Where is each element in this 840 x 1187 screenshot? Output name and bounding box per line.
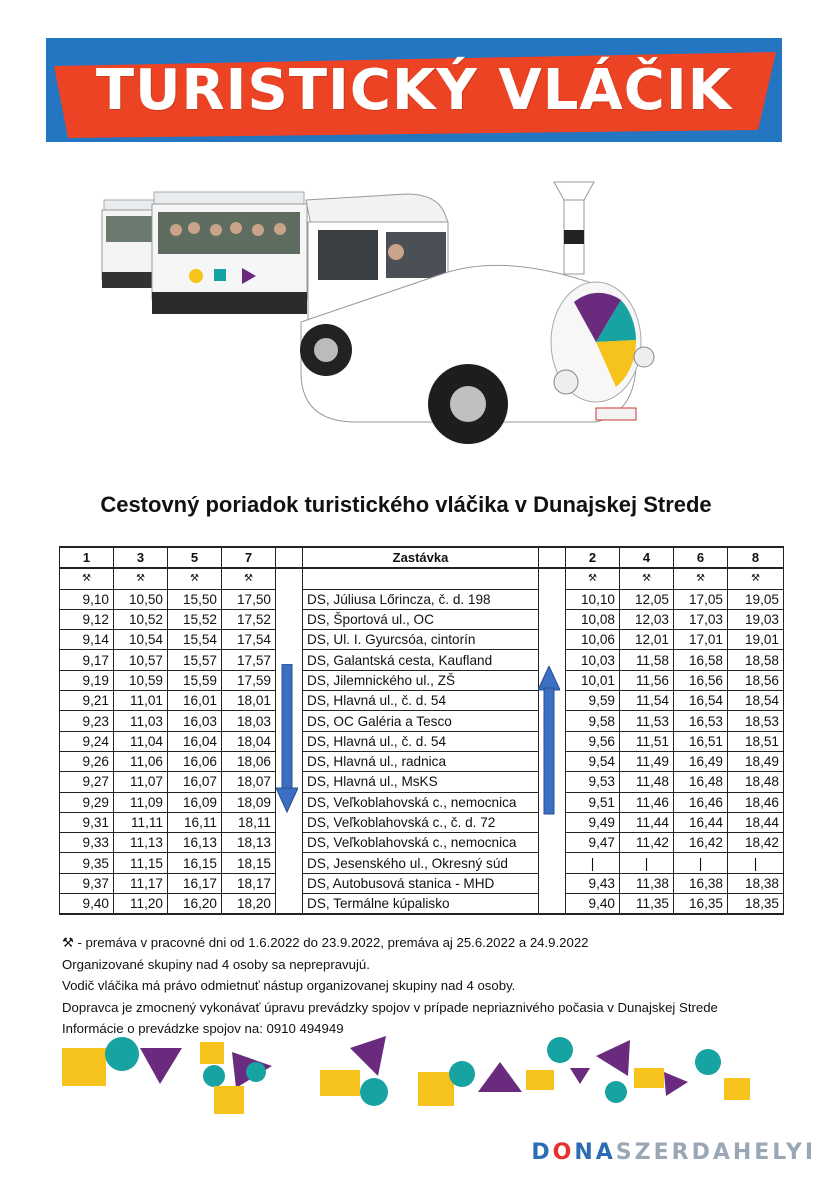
note-line: Informácie o prevádzke spojov na: 0910 494949: [62, 1021, 344, 1036]
departure-time: 10,08: [566, 609, 620, 629]
note-line: Vodič vláčika má právo odmietnuť nástup organizovanej skupiny nad 4 osoby.: [62, 978, 516, 993]
departure-time: 12,05: [620, 589, 674, 609]
stop-name: DS, Veľkoblahovská c., nemocnica: [303, 833, 539, 853]
arrow-cell: [276, 630, 303, 650]
departure-time: 18,54: [728, 691, 784, 711]
departure-time: 9,23: [60, 711, 114, 731]
departure-time: 9,40: [566, 894, 620, 915]
arrow-cell: [539, 589, 566, 609]
departure-time: 16,51: [674, 731, 728, 751]
departure-time: 17,50: [222, 589, 276, 609]
table-row: [60, 751, 784, 771]
note-line: ⚒ - premáva v pracovné dni od 1.6.2022 do 23.9.2022, premáva aj 25.6.2022 a 24.9.2022: [62, 935, 589, 950]
col-header: 3: [114, 547, 168, 568]
arrow-cell: [276, 589, 303, 609]
dunaszerdahelyi-logo: DONASZERDAHELYI: [531, 1140, 816, 1165]
departure-time: 16,38: [674, 873, 728, 893]
departure-time: 18,11: [222, 812, 276, 832]
table-row: [60, 630, 784, 650]
departure-time: 11,13: [114, 833, 168, 853]
departure-time: 15,54: [168, 630, 222, 650]
departure-time: 16,53: [674, 711, 728, 731]
notes: [62, 932, 802, 1040]
departure-time: 19,01: [728, 630, 784, 650]
departure-time: 16,54: [674, 691, 728, 711]
departure-time: 9,51: [566, 792, 620, 812]
arrow-cell: [276, 894, 303, 915]
departure-time: 9,59: [566, 691, 620, 711]
arrow-cell: [276, 812, 303, 832]
up-direction-arrow-icon: [538, 666, 560, 816]
table-row: [60, 812, 784, 832]
departure-time: 16,03: [168, 711, 222, 731]
table-row: [60, 833, 784, 853]
workday-symbol: ⚒: [674, 568, 728, 589]
arrow-cell: [539, 853, 566, 873]
departure-time: 17,57: [222, 650, 276, 670]
title-banner: [46, 38, 782, 142]
stop-name: DS, Hlavná ul., č. d. 54: [303, 691, 539, 711]
departure-time: 18,20: [222, 894, 276, 915]
departure-time: 18,03: [222, 711, 276, 731]
departure-time: 9,29: [60, 792, 114, 812]
arrow-col-header: [276, 547, 303, 568]
departure-time: 9,27: [60, 772, 114, 792]
departure-time: 16,11: [168, 812, 222, 832]
arrow-cell: [539, 833, 566, 853]
departure-time: 11,58: [620, 650, 674, 670]
symbol-row: [60, 568, 784, 589]
departure-time: 18,53: [728, 711, 784, 731]
departure-time: 11,06: [114, 751, 168, 771]
col-header: 7: [222, 547, 276, 568]
departure-time: 16,58: [674, 650, 728, 670]
departure-time: 10,57: [114, 650, 168, 670]
stop-name: DS, Galantská cesta, Kaufland: [303, 650, 539, 670]
stop-name: DS, Jilemnického ul., ZŠ: [303, 670, 539, 690]
col-header: 8: [728, 547, 784, 568]
workday-symbol: ⚒: [566, 568, 620, 589]
stop-name: DS, Športová ul., OC: [303, 609, 539, 629]
departure-time: 18,48: [728, 772, 784, 792]
decorative-shapes: [60, 1032, 780, 1116]
departure-time: 9,49: [566, 812, 620, 832]
departure-time: 9,10: [60, 589, 114, 609]
table-row: [60, 711, 784, 731]
arrow-cell: [276, 609, 303, 629]
departure-time: 9,56: [566, 731, 620, 751]
departure-time: 18,58: [728, 650, 784, 670]
departure-time: 15,57: [168, 650, 222, 670]
departure-time: 11,48: [620, 772, 674, 792]
arrow-cell: [539, 609, 566, 629]
departure-time: 19,03: [728, 609, 784, 629]
note-line: Dopravca je zmocnený vykonávať úpravu prevádzky spojov v prípade nepriaznivého počasia v Dunajskej Strede: [62, 999, 718, 1015]
arrow-cell: [276, 833, 303, 853]
departure-time: 11,07: [114, 772, 168, 792]
departure-time: |: [566, 853, 620, 873]
departure-time: 9,17: [60, 650, 114, 670]
stop-col-header: Zastávka: [303, 547, 539, 568]
departure-time: 10,59: [114, 670, 168, 690]
departure-time: 9,54: [566, 751, 620, 771]
departure-time: 9,47: [566, 833, 620, 853]
departure-time: 18,01: [222, 691, 276, 711]
departure-time: 16,04: [168, 731, 222, 751]
table-row: [60, 691, 784, 711]
departure-time: 11,42: [620, 833, 674, 853]
departure-time: 11,56: [620, 670, 674, 690]
departure-time: 11,49: [620, 751, 674, 771]
departure-time: 10,10: [566, 589, 620, 609]
departure-time: 16,01: [168, 691, 222, 711]
departure-time: 9,31: [60, 812, 114, 832]
departure-time: |: [728, 853, 784, 873]
departure-time: 11,54: [620, 691, 674, 711]
arrow-cell: [539, 630, 566, 650]
departure-time: 16,06: [168, 751, 222, 771]
departure-time: 9,24: [60, 731, 114, 751]
tourist-train-illustration: [96, 172, 676, 472]
departure-time: 10,06: [566, 630, 620, 650]
departure-time: 11,03: [114, 711, 168, 731]
note-line: Organizované skupiny nad 4 osoby sa neprepravujú.: [62, 956, 370, 972]
stop-name: DS, Veľkoblahovská c., č. d. 72: [303, 812, 539, 832]
departure-time: 18,51: [728, 731, 784, 751]
departure-time: 18,56: [728, 670, 784, 690]
departure-time: 16,20: [168, 894, 222, 915]
table-row: [60, 772, 784, 792]
departure-time: 16,07: [168, 772, 222, 792]
departure-time: 16,48: [674, 772, 728, 792]
departure-time: 9,53: [566, 772, 620, 792]
departure-time: 11,04: [114, 731, 168, 751]
departure-time: 11,20: [114, 894, 168, 915]
stop-name: DS, Autobusová stanica - MHD: [303, 873, 539, 893]
workday-symbol: ⚒: [114, 568, 168, 589]
arrow-cell: [539, 894, 566, 915]
departure-time: 10,03: [566, 650, 620, 670]
down-direction-arrow-icon: [276, 664, 298, 814]
workday-symbol: ⚒: [60, 568, 114, 589]
departure-time: 17,59: [222, 670, 276, 690]
stop-name: DS, Veľkoblahovská c., nemocnica: [303, 792, 539, 812]
departure-time: 9,33: [60, 833, 114, 853]
departure-time: 17,01: [674, 630, 728, 650]
departure-time: 10,54: [114, 630, 168, 650]
stop-name: DS, Júliusa Lőrincza, č. d. 198: [303, 589, 539, 609]
departure-time: 15,59: [168, 670, 222, 690]
workday-symbol: ⚒: [168, 568, 222, 589]
stop-name: DS, Jesenského ul., Okresný súd: [303, 853, 539, 873]
stop-name: DS, Hlavná ul., radnica: [303, 751, 539, 771]
workday-symbol: ⚒: [620, 568, 674, 589]
stop-name: DS, Hlavná ul., MsKS: [303, 772, 539, 792]
departure-time: 18,46: [728, 792, 784, 812]
departure-time: 11,17: [114, 873, 168, 893]
departure-time: 11,11: [114, 812, 168, 832]
departure-time: 9,21: [60, 691, 114, 711]
workday-symbol: ⚒: [62, 935, 74, 950]
arrow-col-header: [539, 547, 566, 568]
departure-time: 11,44: [620, 812, 674, 832]
departure-time: 18,06: [222, 751, 276, 771]
departure-time: 18,49: [728, 751, 784, 771]
departure-time: 17,05: [674, 589, 728, 609]
col-header: 1: [60, 547, 114, 568]
departure-time: 9,40: [60, 894, 114, 915]
table-row: [60, 792, 784, 812]
stop-name: DS, Termálne kúpalisko: [303, 894, 539, 915]
departure-time: 11,51: [620, 731, 674, 751]
departure-time: 16,09: [168, 792, 222, 812]
departure-time: |: [674, 853, 728, 873]
departure-time: 11,35: [620, 894, 674, 915]
departure-time: 18,42: [728, 833, 784, 853]
table-row: [60, 731, 784, 751]
table-row: [60, 609, 784, 629]
departure-time: 16,44: [674, 812, 728, 832]
departure-time: 16,56: [674, 670, 728, 690]
departure-time: 16,35: [674, 894, 728, 915]
departure-time: |: [620, 853, 674, 873]
departure-time: 9,58: [566, 711, 620, 731]
departure-time: 10,52: [114, 609, 168, 629]
departure-time: 18,17: [222, 873, 276, 893]
middle-wagon: [152, 192, 307, 314]
departure-time: 18,09: [222, 792, 276, 812]
departure-time: 18,15: [222, 853, 276, 873]
departure-time: 9,26: [60, 751, 114, 771]
departure-time: 11,46: [620, 792, 674, 812]
table-row: [60, 589, 784, 609]
col-header: 2: [566, 547, 620, 568]
table-row: [60, 650, 784, 670]
departure-time: 11,53: [620, 711, 674, 731]
departure-time: 11,15: [114, 853, 168, 873]
table-row: [60, 894, 784, 915]
arrow-cell: [276, 853, 303, 873]
departure-time: 9,12: [60, 609, 114, 629]
table-row: [60, 853, 784, 873]
timetable: [59, 546, 784, 915]
departure-time: 16,46: [674, 792, 728, 812]
departure-time: 9,35: [60, 853, 114, 873]
departure-time: 19,05: [728, 589, 784, 609]
table-row: [60, 873, 784, 893]
arrow-cell: [539, 873, 566, 893]
departure-time: 11,01: [114, 691, 168, 711]
stop-name: DS, OC Galéria a Tesco: [303, 711, 539, 731]
departure-time: 9,43: [566, 873, 620, 893]
departure-time: 11,38: [620, 873, 674, 893]
departure-time: 9,19: [60, 670, 114, 690]
col-header: 5: [168, 547, 222, 568]
departure-time: 16,15: [168, 853, 222, 873]
arrow-cell: [539, 568, 566, 589]
departure-time: 9,14: [60, 630, 114, 650]
departure-time: 18,44: [728, 812, 784, 832]
col-header: 4: [620, 547, 674, 568]
departure-time: 17,03: [674, 609, 728, 629]
stop-cell: [303, 568, 539, 589]
departure-time: 18,04: [222, 731, 276, 751]
stop-name: DS, Ul. I. Gyurcsóa, cintorín: [303, 630, 539, 650]
departure-time: 12,01: [620, 630, 674, 650]
departure-time: 12,03: [620, 609, 674, 629]
departure-time: 9,37: [60, 873, 114, 893]
col-header: 6: [674, 547, 728, 568]
departure-time: 18,35: [728, 894, 784, 915]
arrow-cell: [276, 873, 303, 893]
departure-time: 16,17: [168, 873, 222, 893]
departure-time: 11,09: [114, 792, 168, 812]
departure-time: 17,52: [222, 609, 276, 629]
departure-time: 18,13: [222, 833, 276, 853]
stop-name: DS, Hlavná ul., č. d. 54: [303, 731, 539, 751]
timetable-title: Cestovný poriadok turistického vláčika v Dunajskej Strede: [100, 492, 712, 517]
timetable-header-row: [60, 547, 784, 568]
workday-symbol: ⚒: [728, 568, 784, 589]
departure-time: 16,49: [674, 751, 728, 771]
banner-title: TURISTICKÝ VLÁČIK: [95, 58, 733, 123]
departure-time: 15,50: [168, 589, 222, 609]
departure-time: 18,38: [728, 873, 784, 893]
departure-time: 10,50: [114, 589, 168, 609]
departure-time: 18,07: [222, 772, 276, 792]
arrow-cell: [276, 568, 303, 589]
table-row: [60, 670, 784, 690]
departure-time: 15,52: [168, 609, 222, 629]
departure-time: 17,54: [222, 630, 276, 650]
departure-time: 16,13: [168, 833, 222, 853]
departure-time: 16,42: [674, 833, 728, 853]
workday-symbol: ⚒: [222, 568, 276, 589]
departure-time: 10,01: [566, 670, 620, 690]
